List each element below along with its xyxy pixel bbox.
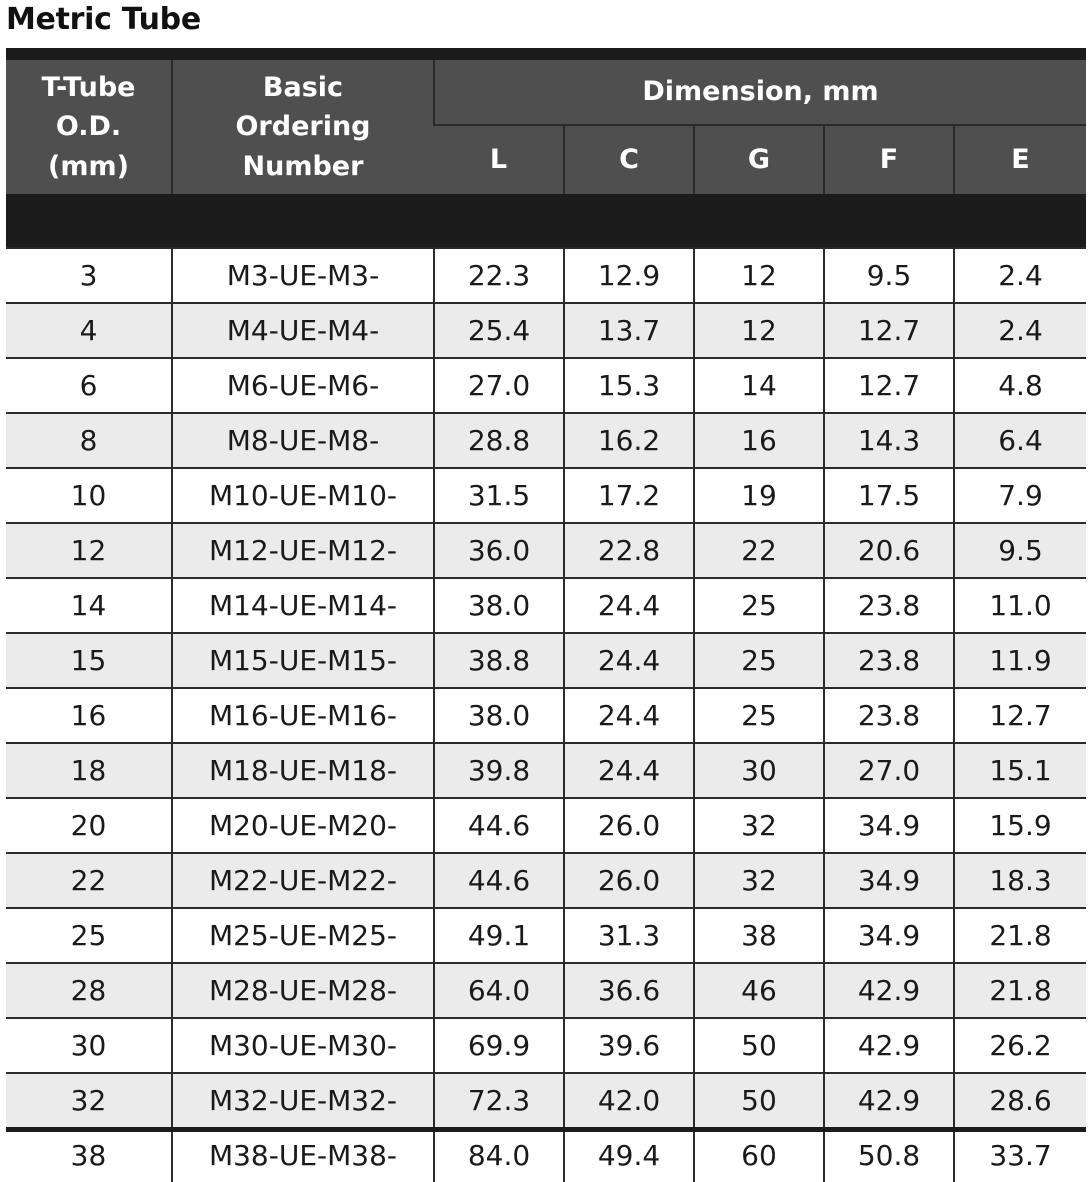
cell-dim-f: 14.3	[824, 413, 954, 468]
cell-dim-c: 42.0	[564, 1073, 694, 1128]
cell-tube-od: 4	[6, 303, 172, 358]
table-row	[6, 688, 1086, 743]
page-title: Metric Tube	[6, 2, 201, 37]
cell-dim-e: 2.4	[954, 303, 1086, 358]
cell-dim-l: 22.3	[434, 248, 564, 303]
table-row	[6, 963, 1086, 1018]
cell-tube-od: 32	[6, 1073, 172, 1128]
header-tube-od-line: T-Tube	[41, 72, 136, 104]
table-row	[6, 853, 1086, 908]
cell-dim-g: 12	[694, 248, 824, 303]
cell-dim-g: 38	[694, 908, 824, 963]
cell-dim-e: 11.9	[954, 633, 1086, 688]
cell-ordering-number: M32-UE-M32-	[172, 1073, 434, 1128]
table-row	[6, 578, 1086, 633]
cell-dim-g: 19	[694, 468, 824, 523]
cell-dim-c: 24.4	[564, 578, 694, 633]
cell-dim-e: 21.8	[954, 963, 1086, 1018]
cell-dim-c: 24.4	[564, 633, 694, 688]
cell-dim-g: 50	[694, 1018, 824, 1073]
cell-ordering-number: M8-UE-M8-	[172, 413, 434, 468]
cell-dim-g: 25	[694, 633, 824, 688]
cell-dim-l: 49.1	[434, 908, 564, 963]
cell-dim-e: 18.3	[954, 853, 1086, 908]
cell-dim-c: 24.4	[564, 688, 694, 743]
cell-tube-od: 3	[6, 248, 172, 303]
cell-dim-l: 38.0	[434, 688, 564, 743]
table-row	[6, 248, 1086, 303]
cell-ordering-number: M12-UE-M12-	[172, 523, 434, 578]
cell-dim-e: 33.7	[954, 1128, 1086, 1182]
cell-ordering-number: M6-UE-M6-	[172, 358, 434, 413]
cell-ordering-number: M4-UE-M4-	[172, 303, 434, 358]
cell-dim-g: 22	[694, 523, 824, 578]
cell-dim-f: 12.7	[824, 303, 954, 358]
cell-dim-e: 15.9	[954, 798, 1086, 853]
cell-dim-e: 11.0	[954, 578, 1086, 633]
cell-dim-l: 38.0	[434, 578, 564, 633]
cell-dim-l: 44.6	[434, 798, 564, 853]
cell-tube-od: 30	[6, 1018, 172, 1073]
header-ordering-line: Number	[242, 150, 364, 182]
cell-dim-f: 34.9	[824, 798, 954, 853]
cell-dim-g: 32	[694, 853, 824, 908]
cell-dim-f: 34.9	[824, 908, 954, 963]
cell-dim-f: 20.6	[824, 523, 954, 578]
table-row	[6, 908, 1086, 963]
cell-dim-f: 42.9	[824, 1018, 954, 1073]
metric-tube-table	[6, 60, 1086, 1182]
cell-ordering-number: M16-UE-M16-	[172, 688, 434, 743]
cell-tube-od: 10	[6, 468, 172, 523]
cell-ordering-number: M20-UE-M20-	[172, 798, 434, 853]
cell-ordering-number: M22-UE-M22-	[172, 853, 434, 908]
cell-dim-e: 12.7	[954, 688, 1086, 743]
cell-dim-l: 25.4	[434, 303, 564, 358]
cell-ordering-number: M28-UE-M28-	[172, 963, 434, 1018]
cell-dim-f: 42.9	[824, 963, 954, 1018]
table-row	[6, 798, 1086, 853]
cell-dim-g: 25	[694, 688, 824, 743]
cell-dim-f: 27.0	[824, 743, 954, 798]
table-row	[6, 523, 1086, 578]
table-row	[6, 1073, 1086, 1128]
cell-dim-f: 42.9	[824, 1073, 954, 1128]
cell-ordering-number: M30-UE-M30-	[172, 1018, 434, 1073]
cell-dim-l: 36.0	[434, 523, 564, 578]
cell-ordering-number: M38-UE-M38-	[172, 1128, 434, 1182]
header-dim-l: L	[434, 125, 564, 194]
cell-dim-c: 31.3	[564, 908, 694, 963]
cell-dim-g: 25	[694, 578, 824, 633]
table-row	[6, 468, 1086, 523]
cell-tube-od: 38	[6, 1128, 172, 1182]
cell-dim-l: 84.0	[434, 1128, 564, 1182]
cell-ordering-number: M25-UE-M25-	[172, 908, 434, 963]
cell-ordering-number: M15-UE-M15-	[172, 633, 434, 688]
cell-dim-l: 39.8	[434, 743, 564, 798]
cell-dim-f: 9.5	[824, 248, 954, 303]
cell-dim-e: 6.4	[954, 413, 1086, 468]
cell-tube-od: 20	[6, 798, 172, 853]
cell-dim-c: 22.8	[564, 523, 694, 578]
top-rule	[6, 48, 1086, 60]
cell-tube-od: 8	[6, 413, 172, 468]
header-dim-e: E	[954, 125, 1086, 194]
table-row	[6, 413, 1086, 468]
table-row	[6, 1018, 1086, 1073]
cell-tube-od: 14	[6, 578, 172, 633]
cell-ordering-number: M3-UE-M3-	[172, 248, 434, 303]
header-ordering-line: Ordering	[235, 111, 371, 143]
header-tube-od	[6, 60, 172, 194]
cell-dim-l: 31.5	[434, 468, 564, 523]
table-row	[6, 1128, 1086, 1182]
header-dimension: Dimension, mm	[434, 60, 1086, 125]
cell-tube-od: 15	[6, 633, 172, 688]
cell-dim-c: 49.4	[564, 1128, 694, 1182]
cell-dim-e: 4.8	[954, 358, 1086, 413]
cell-dim-l: 44.6	[434, 853, 564, 908]
cell-dim-l: 69.9	[434, 1018, 564, 1073]
cell-dim-c: 16.2	[564, 413, 694, 468]
cell-dim-g: 14	[694, 358, 824, 413]
cell-dim-l: 28.8	[434, 413, 564, 468]
cell-ordering-number: M14-UE-M14-	[172, 578, 434, 633]
cell-dim-f: 12.7	[824, 358, 954, 413]
table-body	[6, 248, 1086, 1182]
cell-dim-c: 26.0	[564, 798, 694, 853]
cell-dim-e: 15.1	[954, 743, 1086, 798]
cell-dim-l: 27.0	[434, 358, 564, 413]
header-dim-g: G	[694, 125, 824, 194]
cell-dim-e: 7.9	[954, 468, 1086, 523]
table-row	[6, 303, 1086, 358]
table-row	[6, 358, 1086, 413]
cell-dim-l: 64.0	[434, 963, 564, 1018]
header-tube-od-line: (mm)	[48, 150, 129, 182]
table-row	[6, 743, 1086, 798]
cell-dim-c: 24.4	[564, 743, 694, 798]
header-dim-c: C	[564, 125, 694, 194]
cell-dim-f: 23.8	[824, 688, 954, 743]
header-tube-od-line: O.D.	[55, 111, 122, 143]
cell-dim-f: 50.8	[824, 1128, 954, 1182]
header-ordering-line: Basic	[262, 72, 344, 104]
cell-tube-od: 12	[6, 523, 172, 578]
bottom-rule	[6, 1127, 1086, 1132]
cell-dim-e: 9.5	[954, 523, 1086, 578]
cell-dim-e: 28.6	[954, 1073, 1086, 1128]
cell-dim-l: 38.8	[434, 633, 564, 688]
cell-dim-g: 16	[694, 413, 824, 468]
cell-dim-f: 34.9	[824, 853, 954, 908]
cell-tube-od: 22	[6, 853, 172, 908]
cell-tube-od: 6	[6, 358, 172, 413]
header-rule	[6, 194, 1086, 248]
cell-dim-g: 50	[694, 1073, 824, 1128]
cell-tube-od: 18	[6, 743, 172, 798]
cell-dim-f: 23.8	[824, 578, 954, 633]
cell-dim-g: 46	[694, 963, 824, 1018]
cell-tube-od: 16	[6, 688, 172, 743]
cell-ordering-number: M10-UE-M10-	[172, 468, 434, 523]
cell-dim-g: 32	[694, 798, 824, 853]
cell-dim-c: 17.2	[564, 468, 694, 523]
cell-tube-od: 28	[6, 963, 172, 1018]
cell-dim-l: 72.3	[434, 1073, 564, 1128]
cell-dim-e: 2.4	[954, 248, 1086, 303]
cell-dim-c: 36.6	[564, 963, 694, 1018]
cell-dim-g: 30	[694, 743, 824, 798]
cell-ordering-number: M18-UE-M18-	[172, 743, 434, 798]
cell-dim-g: 60	[694, 1128, 824, 1182]
cell-dim-g: 12	[694, 303, 824, 358]
cell-dim-c: 12.9	[564, 248, 694, 303]
cell-dim-e: 26.2	[954, 1018, 1086, 1073]
cell-dim-c: 39.6	[564, 1018, 694, 1073]
cell-dim-e: 21.8	[954, 908, 1086, 963]
header-dim-f: F	[824, 125, 954, 194]
cell-dim-f: 17.5	[824, 468, 954, 523]
cell-tube-od: 25	[6, 908, 172, 963]
cell-dim-c: 13.7	[564, 303, 694, 358]
cell-dim-f: 23.8	[824, 633, 954, 688]
cell-dim-c: 26.0	[564, 853, 694, 908]
cell-dim-c: 15.3	[564, 358, 694, 413]
table-row	[6, 633, 1086, 688]
header-ordering-number	[172, 60, 434, 194]
